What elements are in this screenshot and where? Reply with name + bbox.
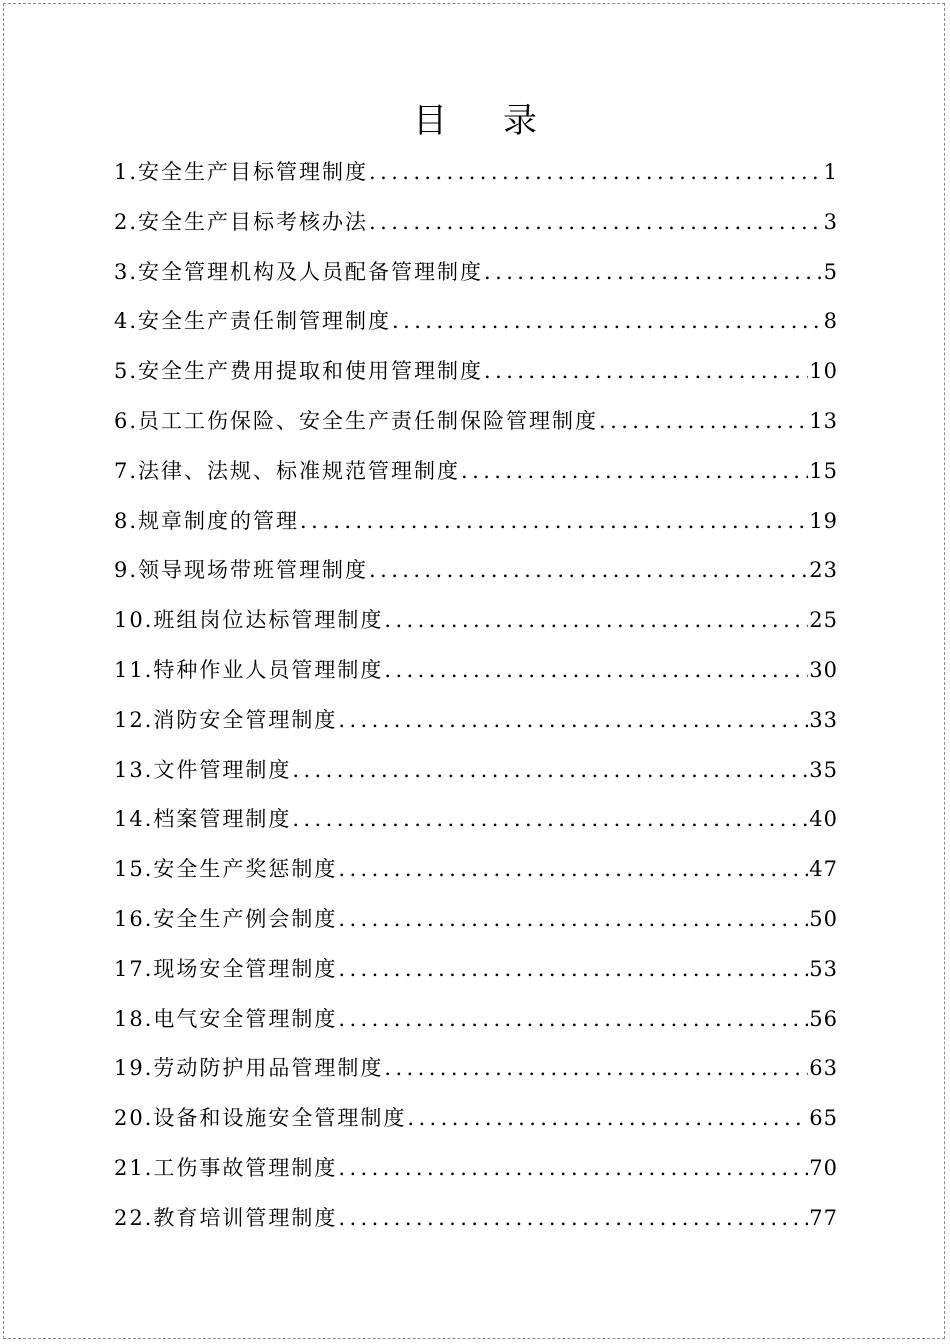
toc-entry[interactable]	[114, 347, 838, 397]
toc-page-number: 15	[809, 458, 838, 483]
toc-page-number: 5	[823, 259, 838, 284]
toc-page-number: 47	[809, 857, 838, 882]
toc-entry-label: 3.安全管理机构及人员配备管理制度	[114, 259, 484, 284]
toc-page-number: 25	[809, 608, 838, 633]
toc-entry[interactable]	[114, 447, 838, 497]
toc-entry[interactable]	[114, 995, 838, 1045]
toc-title-char-2: 录	[503, 101, 537, 141]
toc-entry[interactable]	[114, 1194, 838, 1244]
toc-dot-leader	[384, 596, 808, 646]
toc-title-char-1: 目	[413, 101, 447, 141]
toc-entry[interactable]	[114, 746, 838, 796]
toc-dot-leader	[484, 347, 808, 397]
toc-page-number: 3	[823, 209, 838, 234]
toc-dot-leader	[484, 248, 823, 298]
toc-entry-label: 9.领导现场带班管理制度	[114, 558, 369, 583]
toc-entry[interactable]	[114, 297, 838, 347]
toc-dot-leader	[292, 746, 808, 796]
toc-entry-label: 6.员工工伤保险、安全生产责任制保险管理制度	[114, 408, 599, 433]
toc-page-number: 77	[809, 1205, 838, 1230]
toc-entry-label: 5.安全生产费用提取和使用管理制度	[114, 359, 484, 384]
toc-entry[interactable]	[114, 248, 838, 298]
toc-entry-label: 16.安全生产例会制度	[114, 906, 338, 931]
toc-entry-label: 22.教育培训管理制度	[114, 1205, 338, 1230]
toc-entry-label: 21.工伤事故管理制度	[114, 1155, 338, 1180]
toc-list	[114, 148, 838, 1244]
toc-entry-label: 1.安全生产目标管理制度	[114, 160, 369, 184]
toc-dot-leader	[338, 696, 808, 746]
toc-page-number: 19	[809, 508, 838, 533]
toc-entry[interactable]	[114, 596, 838, 646]
toc-dot-leader	[384, 1044, 808, 1094]
toc-entry-label: 20.设备和设施安全管理制度	[114, 1106, 407, 1131]
toc-entry[interactable]	[114, 795, 838, 845]
toc-entry[interactable]	[114, 945, 838, 995]
toc-entry[interactable]	[114, 546, 838, 596]
toc-entry-label: 10.班组岗位达标管理制度	[114, 608, 384, 633]
toc-page-number: 53	[809, 956, 838, 981]
toc-entry-label: 11.特种作业人员管理制度	[114, 657, 384, 682]
toc-page-number: 1	[823, 160, 838, 184]
toc-dot-leader	[338, 1194, 808, 1244]
toc-page-number: 63	[809, 1056, 838, 1081]
toc-dot-leader	[338, 845, 808, 895]
toc-entry-label: 18.电气安全管理制度	[114, 1006, 338, 1031]
toc-dot-leader	[599, 397, 808, 447]
toc-entry-label: 7.法律、法规、标准规范管理制度	[114, 458, 461, 483]
toc-entry-label: 4.安全生产责任制管理制度	[114, 309, 392, 334]
toc-entry[interactable]	[114, 397, 838, 447]
toc-dot-leader	[369, 546, 808, 596]
toc-entry[interactable]	[114, 646, 838, 696]
toc-entry-label: 2.安全生产目标考核办法	[114, 209, 369, 234]
toc-dot-leader	[369, 148, 823, 198]
toc-dot-leader	[461, 447, 808, 497]
toc-title	[0, 98, 950, 144]
toc-entry[interactable]	[114, 1144, 838, 1194]
toc-entry-label: 12.消防安全管理制度	[114, 707, 338, 732]
toc-entry-label: 8.规章制度的管理	[114, 508, 300, 533]
toc-page-number: 70	[809, 1155, 838, 1180]
toc-page-number: 33	[809, 707, 838, 732]
toc-entry[interactable]	[114, 1044, 838, 1094]
toc-entry-label: 17.现场安全管理制度	[114, 956, 338, 981]
toc-page-number: 40	[809, 807, 838, 832]
toc-page-number: 8	[823, 309, 838, 334]
toc-entry[interactable]	[114, 696, 838, 746]
toc-page-number: 65	[809, 1106, 838, 1131]
toc-dot-leader	[338, 945, 808, 995]
toc-page-number: 30	[809, 657, 838, 682]
toc-dot-leader	[338, 995, 808, 1045]
toc-page-number: 50	[809, 906, 838, 931]
toc-dot-leader	[338, 1144, 808, 1194]
toc-entry-label: 19.劳动防护用品管理制度	[114, 1056, 384, 1081]
toc-dot-leader	[300, 497, 808, 547]
toc-page-number: 23	[809, 558, 838, 583]
toc-entry[interactable]	[114, 1094, 838, 1144]
toc-dot-leader	[384, 646, 808, 696]
toc-entry-label: 13.文件管理制度	[114, 757, 292, 782]
toc-page-number: 10	[809, 359, 838, 384]
toc-entry[interactable]	[114, 895, 838, 945]
toc-dot-leader	[369, 198, 823, 248]
toc-entry-label: 15.安全生产奖惩制度	[114, 857, 338, 882]
toc-dot-leader	[407, 1094, 808, 1144]
toc-entry-label: 14.档案管理制度	[114, 807, 292, 832]
toc-page-number: 13	[809, 408, 838, 433]
toc-entry[interactable]	[114, 497, 838, 547]
toc-entry[interactable]	[114, 148, 838, 198]
toc-entry[interactable]	[114, 845, 838, 895]
toc-entry[interactable]	[114, 198, 838, 248]
toc-page-number: 35	[809, 757, 838, 782]
toc-dot-leader	[292, 795, 808, 845]
toc-dot-leader	[338, 895, 808, 945]
toc-dot-leader	[392, 297, 823, 347]
toc-page-number: 56	[809, 1006, 838, 1031]
